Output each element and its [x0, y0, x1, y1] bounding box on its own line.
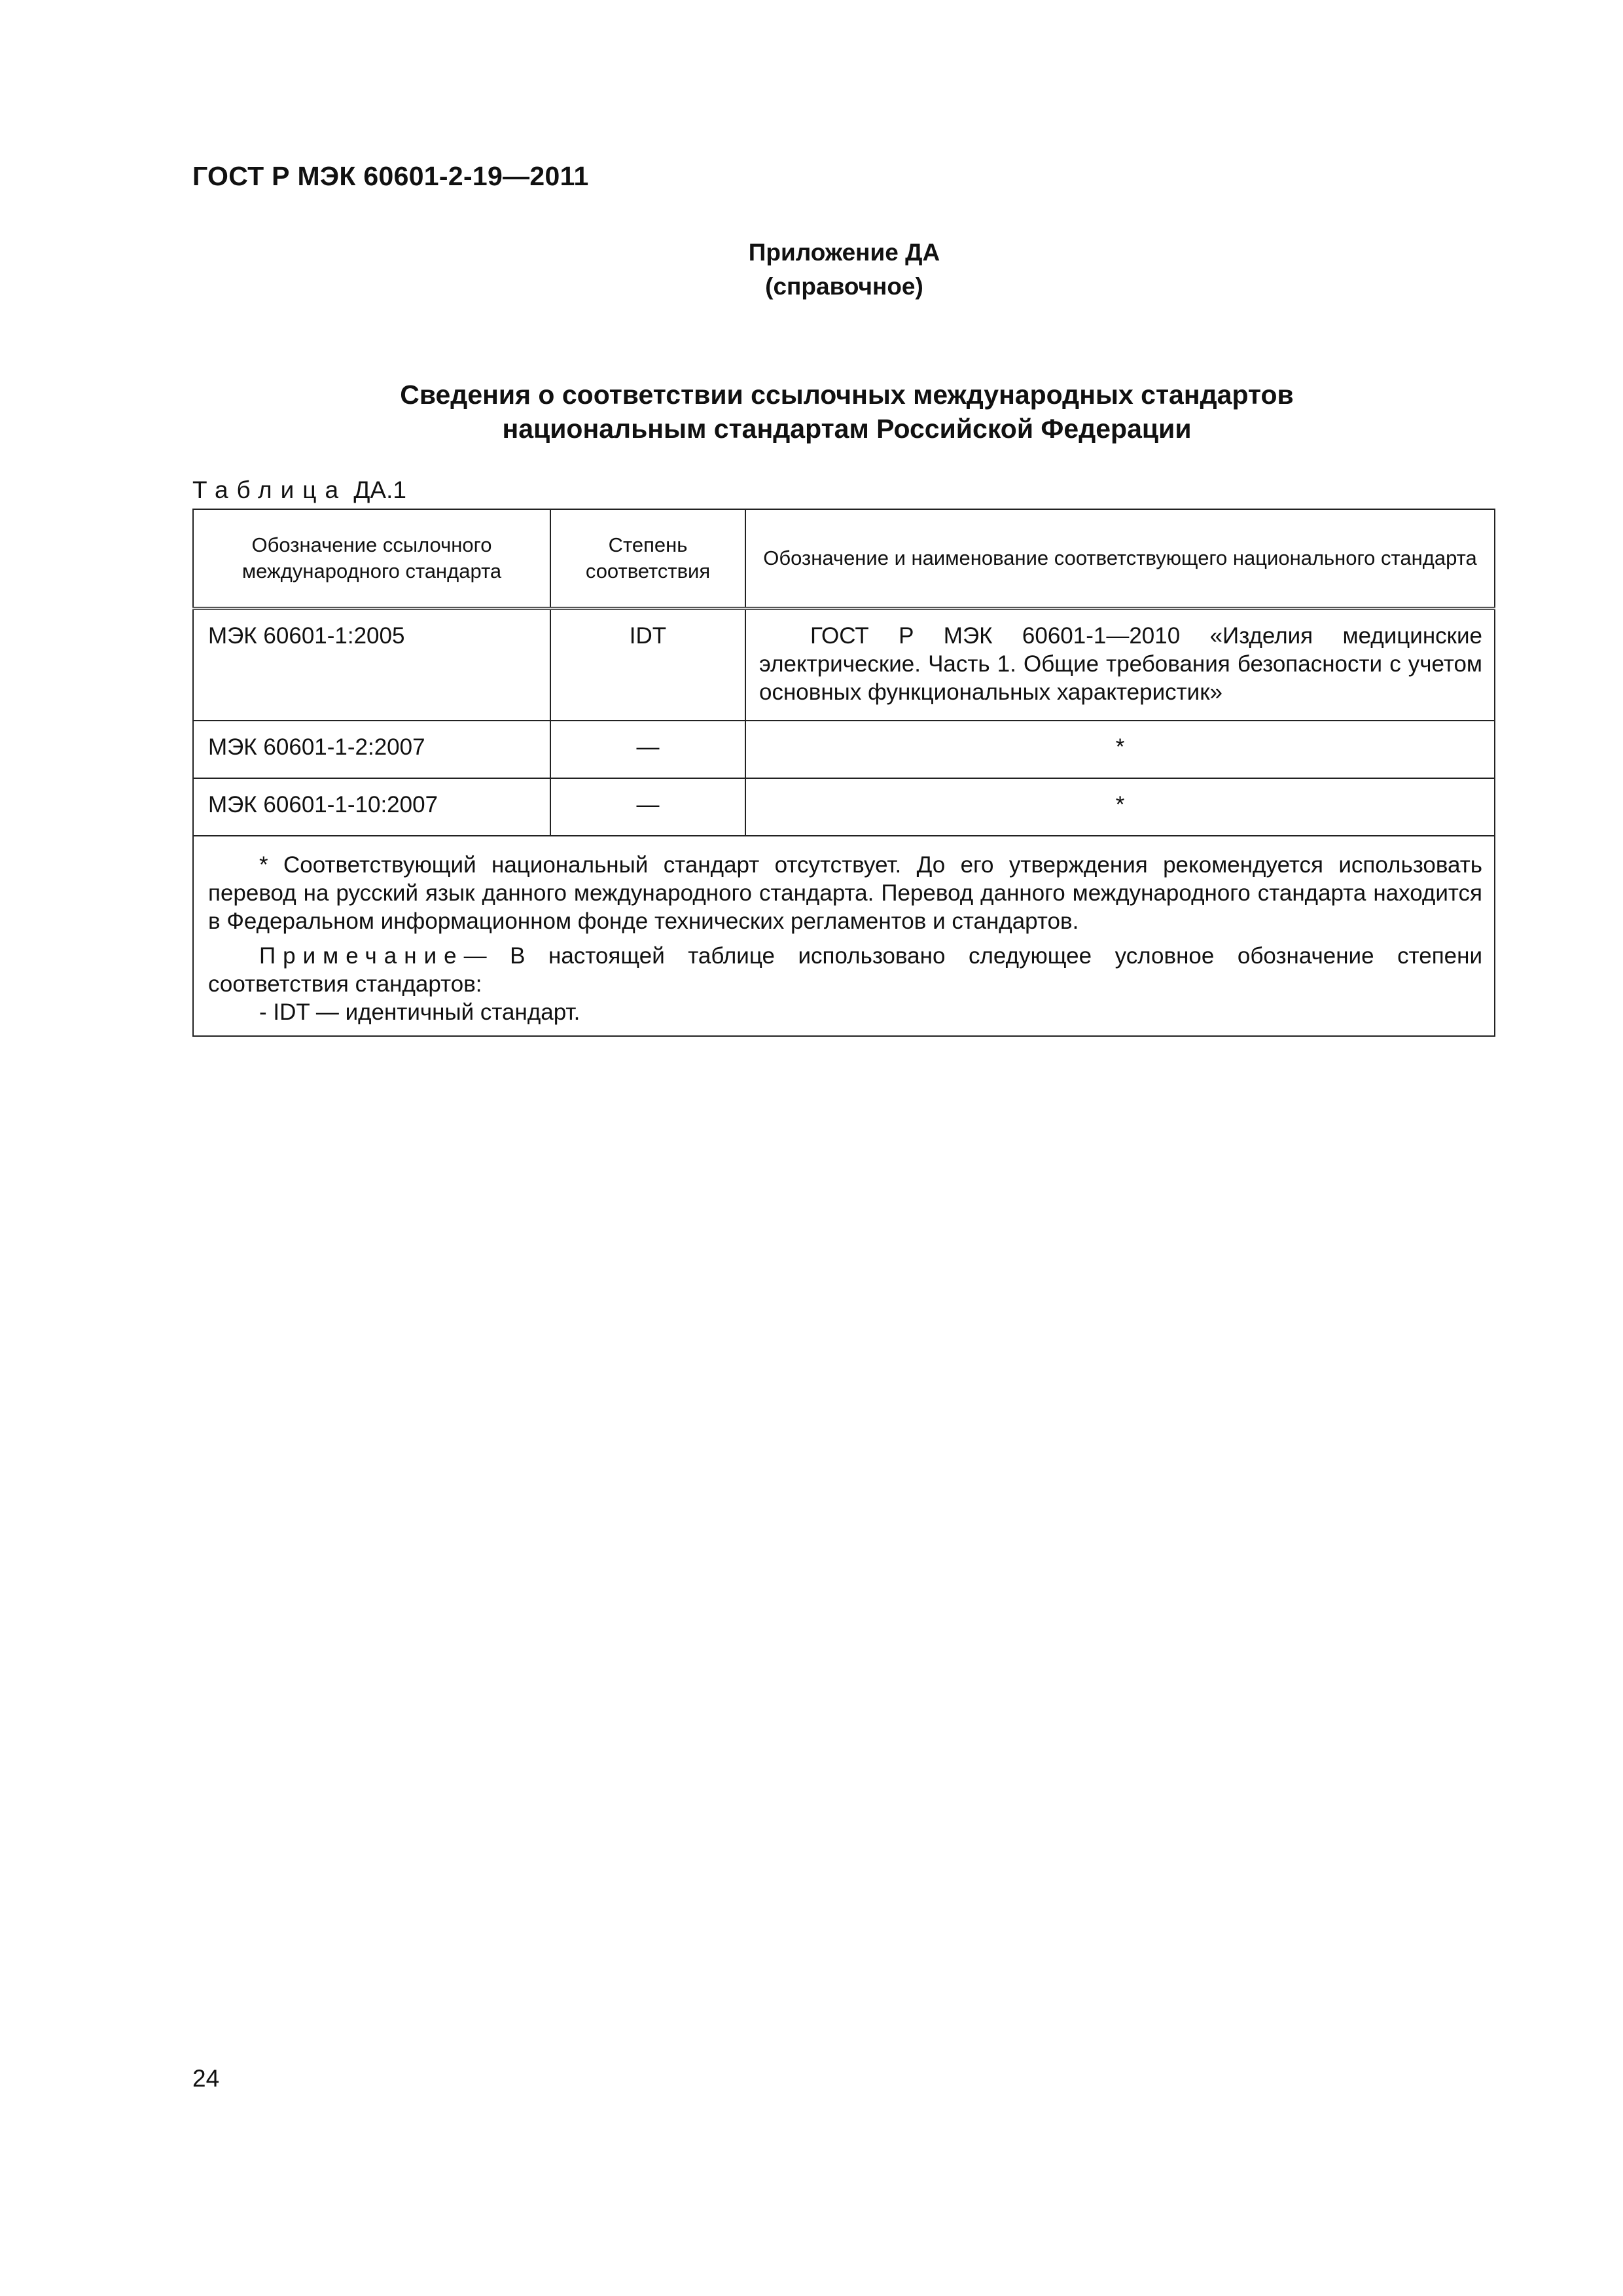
appendix-subtitle: (справочное) [765, 273, 923, 300]
cell-national-standard: * [745, 778, 1495, 836]
header-national-standard: Обозначение и наименование соответствующего национального стандарта [745, 509, 1495, 609]
document-header: ГОСТ Р МЭК 60601-2-19—2011 [192, 161, 589, 191]
table-row [193, 778, 1495, 836]
cell-international-standard: МЭК 60601-1-10:2007 [193, 778, 550, 836]
table-footnote: * Соответствующий национальный стандарт отсутствует. До его утверждения рекомендуется использовать перевод на русский язык данного международного стандарта. Перевод данного международного стандарта находится в Федеральном информационном фонде технических регламентов и стандартов. [208, 852, 1482, 934]
cell-international-standard: МЭК 60601-1-2:2007 [193, 721, 550, 778]
cell-national-standard [745, 609, 1495, 721]
header-degree-of-correspondence: Степень соответствия [550, 509, 745, 609]
table-label-word: Таблица [192, 476, 348, 503]
page-number: 24 [192, 2065, 220, 2092]
correspondence-table [192, 509, 1495, 1037]
section-title-line-1: Сведения о соответствии ссылочных международных стандартов [400, 380, 1294, 410]
section-title-line-2: национальным стандартам Российской Федерации [502, 414, 1192, 444]
cell-international-standard: МЭК 60601-1:2005 [193, 609, 550, 721]
header-international-standard: Обозначение ссылочного международного стандарта [193, 509, 550, 609]
note-text: — В настоящей таблице использовано следующее условное обозначение степени соответствия стандартов: [208, 943, 1482, 997]
appendix-title: Приложение ДА [748, 239, 940, 266]
cell-degree: IDT [550, 609, 745, 721]
cell-degree: — [550, 778, 745, 836]
section-title [192, 378, 1501, 446]
table-row [193, 609, 1495, 721]
table-note [208, 942, 1482, 998]
cell-national-standard: * [745, 721, 1495, 778]
note-item: - IDT — идентичный стандарт. [259, 999, 580, 1025]
appendix-heading [713, 236, 975, 304]
cell-degree: — [550, 721, 745, 778]
table-label [192, 476, 406, 504]
table-footnote-cell [193, 836, 1495, 1036]
table-row [193, 721, 1495, 778]
table-header-row [193, 509, 1495, 609]
national-standard-text: ГОСТ Р МЭК 60601-1—2010 «Изделия медицинские электрические. Часть 1. Общие требования безопасности с учетом основных функциональных характеристик» [759, 623, 1482, 705]
table-footnote-row [193, 836, 1495, 1036]
correspondence-table-container [192, 509, 1494, 1037]
note-label: Примечание [259, 943, 464, 969]
table-label-id: ДА.1 [353, 476, 406, 503]
